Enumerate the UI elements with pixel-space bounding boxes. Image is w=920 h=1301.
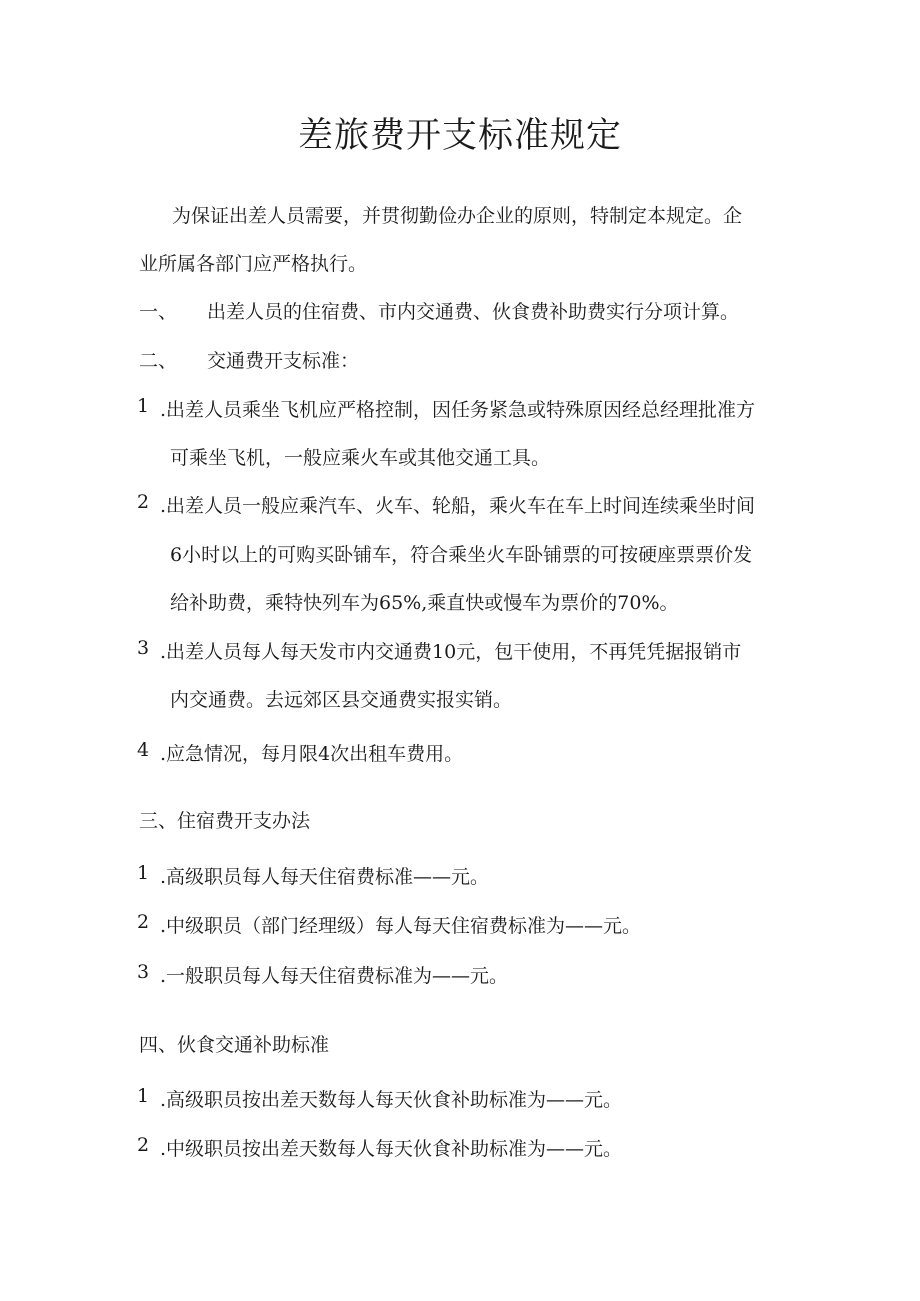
list-item-number: 4 [137, 739, 150, 761]
list-item-text: .一般职员每人每天住宿费标准为——元。 [160, 965, 509, 987]
section-2-number: 二、 [139, 350, 178, 372]
list-item-number: 2 [137, 911, 150, 933]
document-title: 差旅费开支标准规定 [297, 116, 622, 156]
list-item-text: .应急情况，每月限4次出租车费用。 [160, 743, 464, 765]
list-item-continuation: 给补助费，乘特快列车为65%,乘直快或慢车为票价的70%。 [170, 592, 679, 614]
list-item-text: .出差人员一般应乘汽车、火车、轮船，乘火车在车上时间连续乘坐时间 [160, 495, 756, 517]
list-item-number: 1 [137, 395, 150, 417]
list-item-number: 3 [137, 961, 150, 983]
list-item-number: 1 [137, 862, 150, 884]
list-item-text: .中级职员按出差天数每人每天伙食补助标准为——元。 [160, 1138, 623, 1160]
list-item-text: .中级职员（部门经理级）每人每天住宿费标准为——元。 [160, 915, 642, 937]
list-item-text: .出差人员乘坐飞机应严格控制，因任务紧急或特殊原因经总经理批准方 [160, 399, 756, 421]
list-item-continuation: 可乘坐飞机，一般应乘火车或其他交通工具。 [170, 447, 551, 469]
section-1-text: 出差人员的住宿费、市内交通费、伙食费补助费实行分项计算。 [207, 301, 740, 323]
list-item-number: 2 [137, 1134, 150, 1156]
list-item-continuation: 内交通费。去远郊区县交通费实报实销。 [170, 689, 513, 711]
section-1-number: 一、 [139, 301, 178, 323]
list-item-text: .高级职员按出差天数每人每天伙食补助标准为——元。 [160, 1089, 623, 1111]
section-3-heading: 三、住宿费开支办法 [139, 810, 311, 832]
list-item-number: 3 [137, 637, 150, 659]
section-2-text: 交通费开支标准： [207, 350, 360, 372]
list-item-number: 1 [137, 1085, 150, 1107]
list-item-number: 2 [137, 491, 150, 513]
list-item-text: .高级职员每人每天住宿费标准——元。 [160, 866, 490, 888]
list-item-continuation: 6小时以上的可购买卧铺车，符合乘坐火车卧铺票的可按硬座票票价发 [170, 544, 753, 566]
intro-line-2: 业所属各部门应严格执行。 [139, 253, 368, 275]
intro-line-1: 为保证出差人员需要，并贯彻勤俭办企业的原则，特制定本规定。企 [172, 205, 743, 227]
list-item-text: .出差人员每人每天发市内交通费10元，包干使用，不再凭凭据报销市 [160, 641, 742, 663]
section-4-heading: 四、伙食交通补助标准 [139, 1034, 330, 1056]
